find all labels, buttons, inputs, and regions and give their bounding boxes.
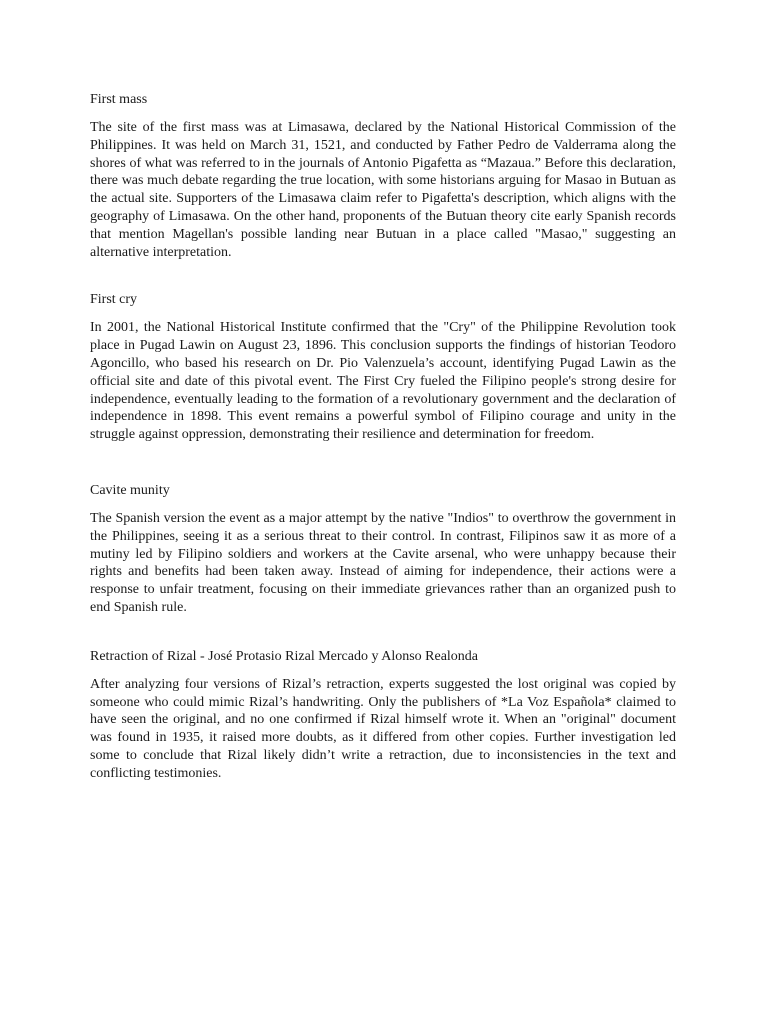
section-retraction-of-rizal bbox=[90, 648, 676, 783]
section-heading: Retraction of Rizal - José Protasio Rizal Mercado y Alonso Realonda bbox=[90, 648, 479, 664]
section-paragraph: After analyzing four versions of Rizal’s retraction, experts suggested the lost original was copied by someone who could mimic Rizal’s handwriting. Only the publishers of *La Voz Española* claimed to have seen the original, and no one confirmed if Rizal himself wrote it. When an "original" document was found in 1935, it raised more doubts, as it differed from other copies. Further investigation led some to conclude that Rizal likely didn’t write a retraction, due to inconsistencies in the text and conflicting testimonies. bbox=[90, 676, 676, 781]
section-first-cry bbox=[90, 291, 676, 444]
section-heading: First cry bbox=[90, 292, 138, 308]
section-heading: First mass bbox=[90, 92, 148, 107]
section-paragraph: The Spanish version the event as a major attempt by the native "Indios" to overthrow the government in the Philippines, seeing it as a serious threat to their control. In contrast, Filipinos saw it as more of a mutiny led by Filipino soldiers and workers at the Cavite arsenal, who were unhappy because their rights and benefits had been taken away. Instead of aiming for independence, their actions were a response to unfair treatment, focusing on their immediate grievances rather than an organized push to end Spanish rule. bbox=[90, 510, 676, 615]
document-page bbox=[90, 91, 676, 783]
section-heading: Cavite munity bbox=[90, 482, 170, 498]
section-first-mass bbox=[90, 91, 676, 261]
section-paragraph: The site of the first mass was at Limasawa, declared by the National Historical Commission of the Philippines. It was held on March 31, 1521, and conducted by Father Pedro de Valderrama along the shores of what was referred to in the journals of Antonio Pigafetta as “Mazaua.” Before this declaration, there was much debate regarding the true location, with some historians arguing for Masao in Butuan as the actual site. Supporters of the Limasawa claim refer to Pigafetta's description, which aligns with the geography of Limasawa. On the other hand, proponents of the Butuan theory cite early Spanish records that mention Magellan's possible landing near Butuan in a place called "Masao," suggesting an alternative interpretation. bbox=[90, 120, 676, 260]
section-cavite-munity bbox=[90, 482, 676, 617]
section-paragraph: In 2001, the National Historical Institute confirmed that the "Cry" of the Philippine Revolution took place in Pugad Lawin on August 23, 1896. This conclusion supports the findings of historian Teodoro Agoncillo, who based his research on Dr. Pio Valenzuela’s account, identifying Pugad Lawin as the official site and date of this pivotal event. The First Cry fueled the Filipino people's strong desire for independence, eventually leading to the formation of a revolutionary government and the declaration of independence in 1898. This event remains a powerful symbol of Filipino courage and unity in the struggle against oppression, demonstrating their resilience and determination for freedom. bbox=[90, 320, 676, 443]
